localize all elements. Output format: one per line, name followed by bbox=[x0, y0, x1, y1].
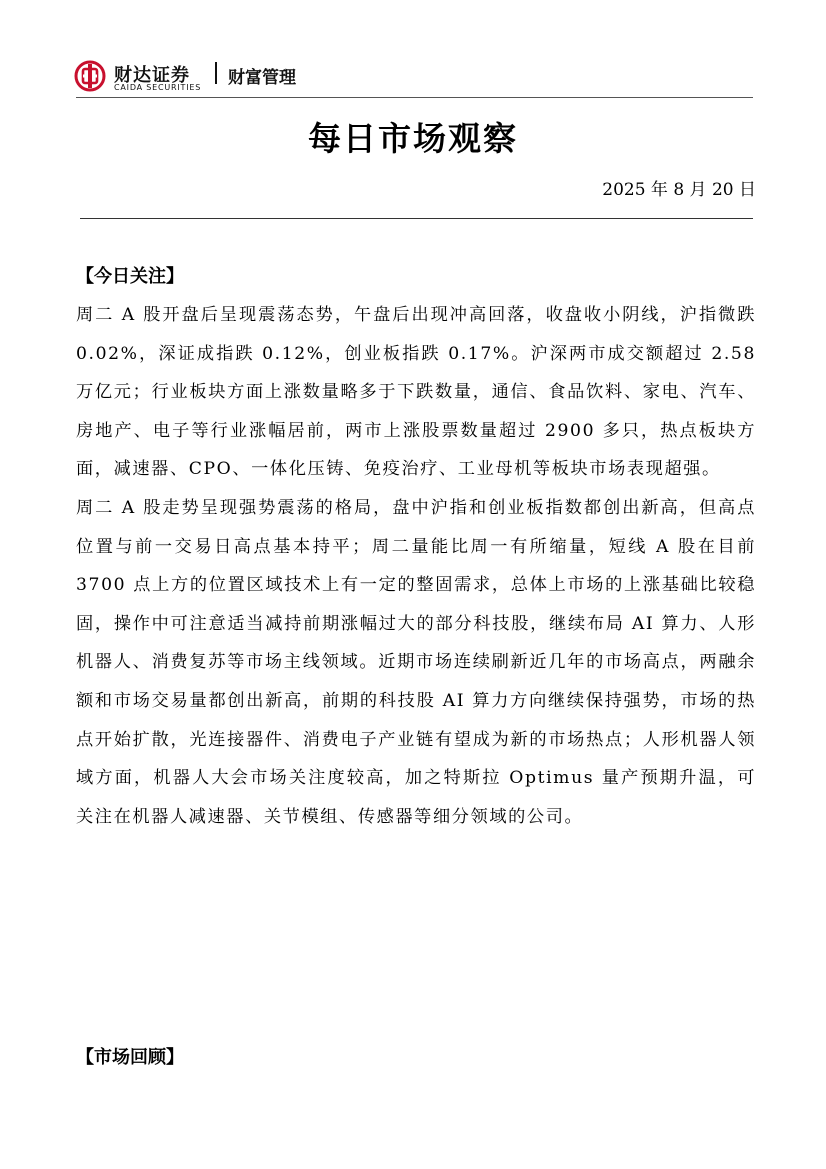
division-label: 财富管理 bbox=[228, 68, 296, 88]
brand-separator bbox=[215, 62, 217, 84]
paragraph: 周二 A 股走势呈现强势震荡的格局，盘中沪指和创业板指数都创出新高，但高点位置与前一交易日高点基本持平；周二量能比周一有所缩量，短线 A 股在目前 3700 点上方的位置区域技术上有一定的整固需求，总体上市场的上涨基础比较稳固，操作中可注意适当减持前期涨幅过大的部分科技股，继续布局 AI 算力、人形机器人、消费复苏等市场主线领域。近期市场连续刷新近几年的市场高点，两融余额和市场交易量都创出新高，前期的科技股 AI 算力方向继续保持强势，市场的热点开始扩散，光连接器件、消费电子产业链有望成为新的市场热点；人形机器人领域方面，机器人大会市场关注度较高，加之特斯拉 Optimus 量产预期升温，可关注在机器人减速器、关节模组、传感器等细分领域的公司。 bbox=[76, 497, 756, 827]
paragraph: 周二 A 股开盘后呈现震荡态势，午盘后出现冲高回落，收盘收小阴线，沪指微跌 0.02%，深证成指跌 0.12%，创业板指跌 0.17%。沪深两市成交额超过 2.58 万亿元；行业板块方面上涨数量略多于下跌数量，通信、食品饮料、家电、汽车、房地产、电子等行业涨幅居前，两市上涨股票数量超过 2900 多只，热点板块方面，减速器、CPO、一体化压铸、免疫治疗、工业母机等板块市场表现超强。 bbox=[76, 305, 756, 480]
brand-name-english: CAIDA SECURITIES bbox=[114, 83, 202, 92]
brand-name: 财达证券 bbox=[114, 65, 190, 86]
page-header bbox=[74, 58, 754, 96]
caida-logo-icon bbox=[74, 60, 106, 92]
document-title: 每日市场观察 bbox=[308, 119, 518, 158]
document-date: 2025 年 8 月 20 日 bbox=[602, 180, 756, 200]
section-heading-market-review: 【市场回顾】 bbox=[76, 1047, 184, 1068]
header-divider bbox=[76, 97, 753, 98]
today-focus-body bbox=[76, 296, 756, 836]
section-heading-today-focus: 【今日关注】 bbox=[76, 266, 184, 287]
title-divider bbox=[80, 218, 753, 219]
